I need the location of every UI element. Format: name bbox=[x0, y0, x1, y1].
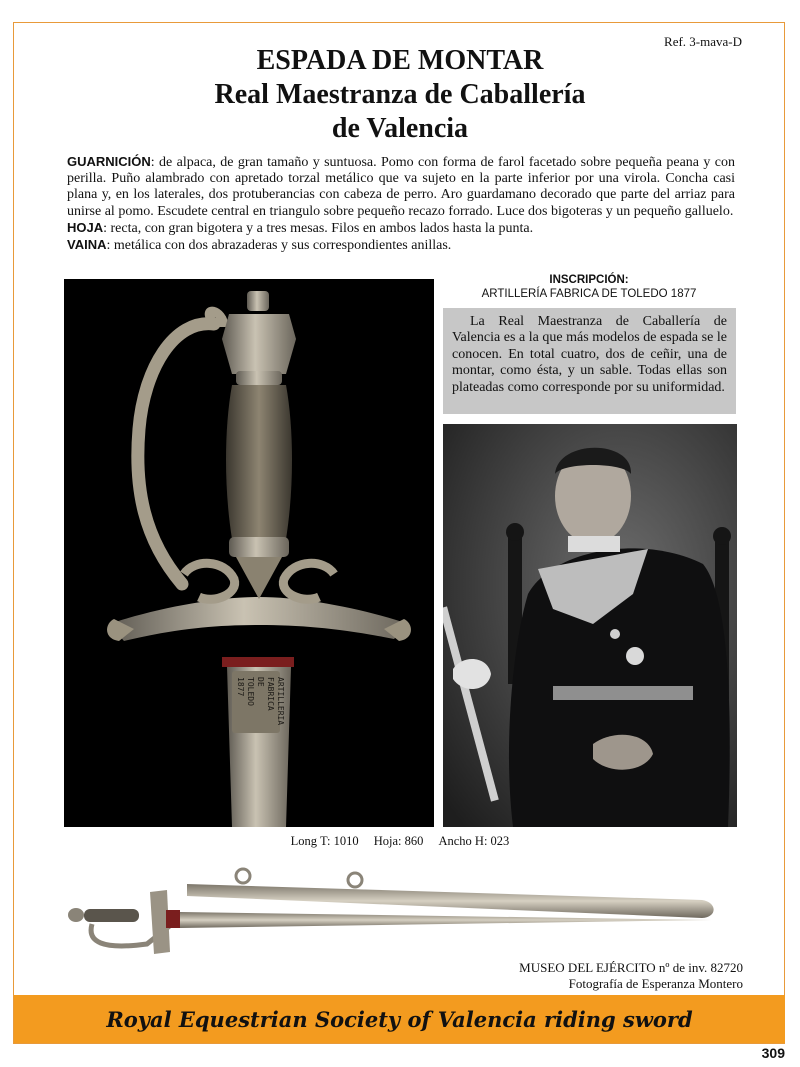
page-title bbox=[0, 44, 800, 146]
measure-length: Long T: 1010 bbox=[290, 834, 359, 848]
guarnicion-text: : de alpaca, de gran tamaño y suntuosa. Pomo con forma de farol facetado sobre pequeña peana y con perilla. Puño alambrado con apretado torzal metálico que va sujeto en la parte inferior por una virola. Concha casi plana y, en los laterales, dos protuberancias con cabeza de perro. Aro guardamano decorado que parte del arriaz para unirse al pomo. Escudete central en triangulo sobre pequeño recazo forrado. Luce dos bigoteras y un pequeño galluelo. bbox=[67, 155, 735, 219]
measure-blade: Hoja: 860 bbox=[373, 834, 424, 848]
reference-code: Ref. 3-mava-D bbox=[664, 34, 742, 49]
vaina-label: VAINA bbox=[67, 237, 107, 253]
hoja-text: : recta, con gran bigotera y a tres mesas. Filos en ambos lados hasta la punta. bbox=[103, 220, 534, 236]
officer-portrait-illustration bbox=[443, 424, 737, 827]
blade-engraving-5: 1877 bbox=[236, 677, 245, 697]
history-note: La Real Maestranza de Caballería de Valencia es a la que más modelos de espada se le conocen. En total cuatro, dos de ceñir, una de montar, como ésta, y un sable. Todas ellas son plateadas como corresponde por su uniformidad. bbox=[443, 308, 736, 414]
page-number: 309 bbox=[761, 1045, 785, 1061]
title-line-3: de Valencia bbox=[331, 113, 469, 144]
hoja-label: HOJA bbox=[67, 219, 104, 235]
photo-credit: Fotografía de Esperanza Montero bbox=[568, 976, 743, 991]
description bbox=[67, 154, 735, 254]
museum-inventory: MUSEO DEL EJÉRCITO nº de inv. 82720 bbox=[519, 960, 743, 975]
sword-hilt-illustration bbox=[64, 279, 434, 827]
full-sword-illustration bbox=[62, 862, 728, 962]
measure-width: Ancho H: 023 bbox=[438, 834, 510, 848]
blade-engraving-4: TOLEDO bbox=[246, 677, 255, 706]
english-title-banner: Royal Equestrian Society of Valencia riding sword bbox=[14, 995, 785, 1043]
guarnicion-paragraph bbox=[67, 154, 735, 220]
title-line-2: Real Maestranza de Caballería bbox=[214, 79, 586, 110]
guarnicion-label: GUARNICIÓN bbox=[67, 154, 151, 169]
sword-hilt-photo bbox=[64, 279, 434, 827]
blade-engraving-3: DE bbox=[256, 677, 265, 687]
measurements bbox=[0, 834, 800, 849]
full-sword-with-scabbard-photo bbox=[62, 862, 728, 962]
blade-engraving-2: FABRICA bbox=[266, 677, 275, 711]
vaina-text: : metálica con dos abrazaderas y sus correspondientes anillas. bbox=[106, 238, 452, 254]
vaina-paragraph bbox=[67, 237, 735, 254]
museum-credit bbox=[519, 960, 743, 992]
officer-portrait-photo bbox=[443, 424, 737, 827]
inscription-heading: INSCRIPCIÓN: bbox=[549, 274, 629, 286]
inscription bbox=[440, 273, 738, 301]
hoja-paragraph bbox=[67, 220, 735, 237]
title-line-1: ESPADA DE MONTAR bbox=[256, 45, 544, 76]
inscription-text: ARTILLERÍA FABRICA DE TOLEDO 1877 bbox=[481, 288, 697, 300]
blade-engraving-1: ARTILLERIA bbox=[276, 677, 285, 726]
